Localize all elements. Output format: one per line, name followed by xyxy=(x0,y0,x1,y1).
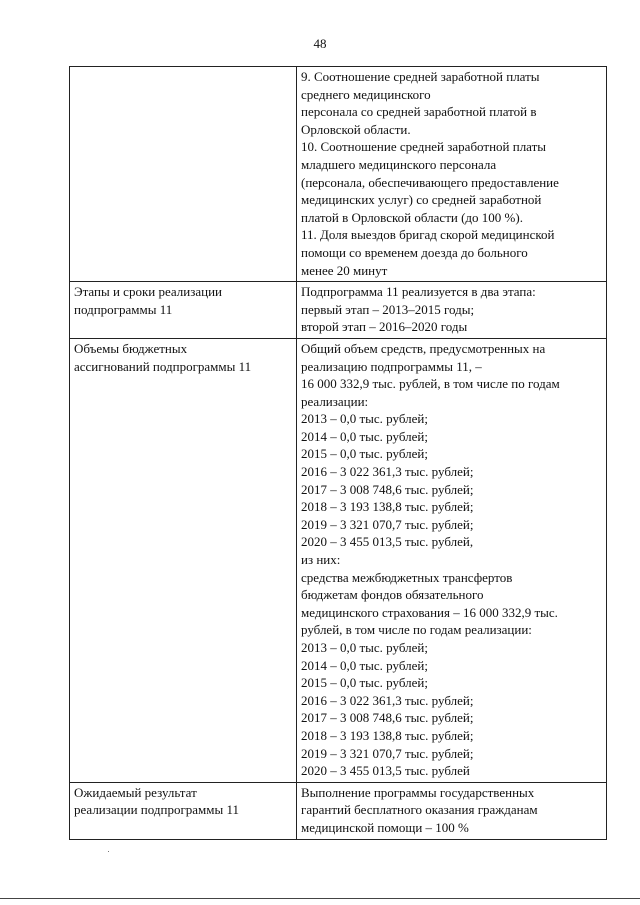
row-content-line: 2016 – 3 022 361,3 тыс. рублей; xyxy=(301,692,474,708)
row-content-line: среднего медицинского xyxy=(301,86,431,102)
row-content-line: 2017 – 3 008 748,6 тыс. рублей; xyxy=(301,710,474,726)
row-content-line: персонала со средней заработной платой в xyxy=(301,104,537,120)
row-content-line: менее 20 минут xyxy=(301,262,388,278)
page-bottom-rule xyxy=(0,898,640,899)
row-content-line: 2019 – 3 321 070,7 тыс. рублей; xyxy=(301,516,474,532)
row-content-cell xyxy=(297,67,607,282)
row-content-line: 2014 – 0,0 тыс. рублей; xyxy=(301,428,428,444)
row-content-line: 2020 – 3 455 013,5 тыс. рублей, xyxy=(301,534,474,550)
row-content-line: гарантий бесплатного оказания гражданам xyxy=(301,802,538,818)
row-content-line: медицинских услуг) со средней заработной xyxy=(301,192,542,208)
table-row xyxy=(70,67,607,282)
row-content-line: медицинского страхования – 16 000 332,9 тыс. xyxy=(301,604,558,620)
row-label-line: Этапы и сроки реализации xyxy=(74,284,222,300)
row-content-line: младшего медицинского персонала xyxy=(301,156,497,172)
row-content-line: реализации: xyxy=(301,393,369,409)
row-label-cell xyxy=(70,782,297,839)
row-content-line: 16 000 332,9 тыс. рублей, в том числе по годам xyxy=(301,376,560,392)
row-content-line: (персонала, обеспечивающего предоставление xyxy=(301,174,559,190)
row-label-line: Объемы бюджетных xyxy=(74,340,188,356)
row-label-cell xyxy=(70,338,297,782)
row-content-line: Выполнение программы государственных xyxy=(301,784,535,800)
row-content-line: 2013 – 0,0 тыс. рублей; xyxy=(301,640,428,655)
row-content-cell xyxy=(297,782,607,839)
table-row xyxy=(70,782,607,839)
row-content-line: 2014 – 0,0 тыс. рублей; xyxy=(301,657,428,673)
row-label-line: реализации подпрограммы 11 xyxy=(74,802,239,818)
row-content-line: 2017 – 3 008 748,6 тыс. рублей; xyxy=(301,481,474,497)
row-content-cell xyxy=(297,338,607,782)
row-content-line: реализацию подпрограммы 11, – xyxy=(301,358,482,374)
row-content-line: помощи со временем доезда до больного xyxy=(301,244,528,260)
row-content-line: 9. Соотношение средней заработной платы xyxy=(301,69,540,84)
row-label-line: подпрограммы 11 xyxy=(74,301,173,317)
row-content-line: 2020 – 3 455 013,5 тыс. рублей xyxy=(301,763,470,779)
row-content-line: Общий объем средств, предусмотренных на xyxy=(301,340,546,356)
table-row xyxy=(70,282,607,339)
row-content-line: первый этап – 2013–2015 годы; xyxy=(301,301,475,317)
row-content-line: второй этап – 2016–2020 годы xyxy=(301,319,468,335)
row-content-line: 2015 – 0,0 тыс. рублей; xyxy=(301,446,428,462)
row-label-cell xyxy=(70,67,297,282)
row-content-line: средства межбюджетных трансфертов xyxy=(301,569,513,585)
table-body xyxy=(70,67,607,840)
scan-speck xyxy=(108,851,109,852)
table-row xyxy=(70,338,607,782)
row-content-line: 11. Доля выездов бригад скорой медицинской xyxy=(301,227,555,243)
row-content-line: 2018 – 3 193 138,8 тыс. рублей; xyxy=(301,727,474,743)
row-content-line: Орловской области. xyxy=(301,121,411,137)
row-content-line: 2019 – 3 321 070,7 тыс. рублей; xyxy=(301,745,474,761)
row-label-line: Ожидаемый результат xyxy=(74,784,197,800)
page-number: 48 xyxy=(313,36,327,51)
row-content-line: 2015 – 0,0 тыс. рублей; xyxy=(301,675,428,691)
row-content-line: Подпрограмма 11 реализуется в два этапа: xyxy=(301,284,536,300)
row-content-line: медицинской помощи – 100 % xyxy=(301,819,469,835)
row-label-line: ассигнований подпрограммы 11 xyxy=(74,358,252,374)
row-content-line: 2013 – 0,0 тыс. рублей; xyxy=(301,411,428,427)
row-label-cell xyxy=(70,282,297,339)
row-content-line: 10. Соотношение средней заработной платы xyxy=(301,139,547,155)
row-content-line: рублей, в том числе по годам реализации: xyxy=(301,622,532,638)
row-content-line: из них: xyxy=(301,552,341,568)
row-content-line: платой в Орловской области (до 100 %). xyxy=(301,209,523,225)
row-content-line: бюджетам фондов обязательного xyxy=(301,587,484,603)
row-content-line: 2018 – 3 193 138,8 тыс. рублей; xyxy=(301,499,474,515)
row-content-cell xyxy=(297,282,607,339)
subprogram-passport-table xyxy=(69,66,607,840)
row-content-line: 2016 – 3 022 361,3 тыс. рублей; xyxy=(301,464,474,480)
